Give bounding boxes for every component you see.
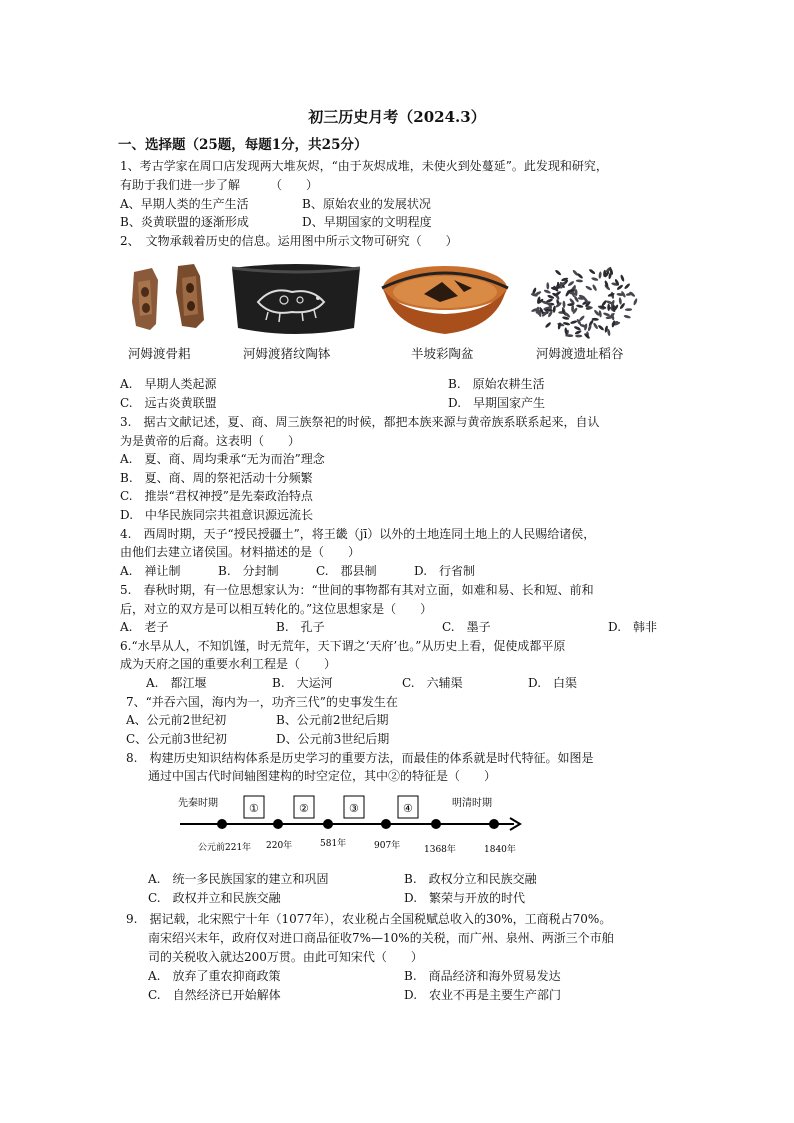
q2-option-a: A. 早期人类起源	[120, 377, 217, 391]
q4-stem-cont: 由他们去建立诸侯国。材料描述的是（ ）	[120, 545, 361, 559]
q9-option-a: A. 放弃了重农抑商政策	[148, 969, 281, 983]
q6-stem-cont: 成为天府之国的重要水利工程是（ ）	[120, 657, 337, 671]
timeline-tick-3: 581年	[320, 839, 347, 849]
q5-option-a: A. 老子	[120, 620, 169, 634]
q5-stem: 5. 春秋时期，有一位思想家认为：“世间的事物都有其对立面，如难和易、长和短、前和	[120, 583, 594, 597]
timeline-diagram	[170, 790, 530, 858]
q3-option-b: B. 夏、商、周的祭祀活动十分频繁	[120, 471, 313, 485]
svg-text:④: ④	[403, 802, 413, 815]
q2-stem: 2、 文物承载着历史的信息。运用图中所示文物可研究（ ）	[120, 234, 458, 248]
q3-stem-cont: 为是黄帝的后裔。这表明（ ）	[120, 434, 301, 448]
q8-option-b: B. 政权分立和民族交融	[404, 872, 537, 886]
rice-grains-image	[528, 262, 640, 340]
q4-option-c: C. 郡县制	[316, 564, 377, 578]
q8-stem-cont: 通过中国古代时间轴图建构的时空定位，其中②的特征是（ ）	[148, 769, 497, 783]
q9-stem-cont-2: 司的关税收入就达200万贯。由此可知宋代（ ）	[148, 950, 423, 964]
svg-text:②: ②	[299, 802, 309, 815]
timeline-tick-1: 公元前221年	[198, 843, 252, 853]
q6-option-b: B. 大运河	[272, 676, 333, 690]
q7-option-d: D、公元前3世纪后期	[276, 732, 390, 746]
q8-stem: 8. 构建历史知识结构体系是历史学习的重要方法，而最佳的体系就是时代特征。如图是	[126, 751, 594, 765]
q7-stem: 7、“并吞六国，海内为一，功齐三代”的史事发生在	[126, 695, 398, 709]
svg-text:③: ③	[349, 802, 359, 815]
q7-option-c: C、公元前3世纪初	[126, 732, 227, 746]
timeline-box-3	[344, 796, 364, 818]
q1-option-c: B、炎黄联盟的逐渐形成	[120, 215, 249, 229]
timeline-dot-4	[381, 819, 391, 829]
q1-option-a: A、早期人类的生产生活	[120, 197, 249, 211]
timeline-tick-4: 907年	[374, 841, 401, 851]
q3-stem: 3. 据古文献记述，夏、商、周三族祭祀的时候，都把本族来源与黄帝族系联系起来，自认	[120, 415, 600, 429]
page-title: 初三历史月考（2024.3）	[308, 108, 486, 126]
timeline-tick-6: 1840年	[484, 845, 516, 855]
q9-stem-cont-1: 南宋绍兴末年，政府仅对进口商品征收7%—10%的关税，而广州、泉州、两浙三个市舶	[148, 931, 614, 945]
q4-option-b: B. 分封制	[218, 564, 279, 578]
svg-text:①: ①	[249, 802, 259, 815]
q7-option-a: A、公元前2世纪初	[126, 713, 227, 727]
q4-option-a: A. 禅让制	[120, 564, 181, 578]
q6-option-d: D. 白渠	[528, 676, 578, 690]
banpo-painted-basin-image	[380, 262, 510, 338]
q8-option-c: C. 政权并立和民族交融	[148, 891, 281, 905]
q1-stem: 1、考古学家在周口店发现两大堆灰烬，“由于灰烬成堆，未使火到处蔓延”。此发现和研究，	[120, 159, 608, 173]
section-heading: 一、选择题（25题，每题1分，共25分）	[118, 137, 368, 153]
q5-option-c: C. 墨子	[442, 620, 491, 634]
q8-option-a: A. 统一多民族国家的建立和巩固	[148, 872, 329, 886]
timeline-box-4	[398, 796, 418, 818]
q3-option-a: A. 夏、商、周均秉承“无为而治”理念	[120, 452, 325, 466]
q6-stem: 6.“水旱从人，不知饥馑，时无荒年，天下谓之‘天府’也。”从历史上看，促使成都平原	[120, 639, 566, 653]
q9-option-d: D. 农业不再是主要生产部门	[404, 988, 562, 1002]
q7-option-b: B、公元前2世纪后期	[276, 713, 389, 727]
timeline-dot-6	[489, 819, 499, 829]
timeline-tick-2: 220年	[266, 841, 293, 851]
q9-option-b: B. 商品经济和海外贸易发达	[404, 969, 561, 983]
q2-option-b: B. 原始农耕生活	[448, 377, 545, 391]
q2-option-c: C. 远古炎黄联盟	[120, 396, 217, 410]
timeline-left-label: 先秦时期	[178, 798, 218, 809]
q5-option-b: B. 孔子	[276, 620, 325, 634]
timeline-dot-3	[323, 819, 333, 829]
caption-painted-basin: 半坡彩陶盆	[411, 346, 474, 361]
timeline-dot-1	[217, 819, 227, 829]
q3-option-d: D. 中华民族同宗共祖意识源远流长	[120, 508, 314, 522]
q1-stem-cont: 有助于我们进一步了解 （ ）	[120, 178, 319, 192]
caption-pig-pottery: 河姆渡猪纹陶钵	[243, 346, 331, 361]
timeline-tick-5: 1368年	[424, 845, 456, 855]
bone-spade-image	[124, 262, 220, 334]
timeline-dot-5	[431, 819, 441, 829]
timeline-box-2	[294, 796, 314, 818]
q4-option-d: D. 行省制	[414, 564, 476, 578]
q5-stem-cont: 后，对立的双方是可以相互转化的。”这位思想家是（ ）	[120, 602, 433, 616]
timeline-right-label: 明清时期	[452, 798, 492, 809]
q9-option-c: C. 自然经济已开始解体	[148, 988, 281, 1002]
q6-option-a: A. 都江堰	[146, 676, 207, 690]
caption-rice-grains: 河姆渡遗址稻谷	[536, 346, 624, 361]
q1-option-b: B、原始农业的发展状况	[302, 197, 431, 211]
q8-option-d: D. 繁荣与开放的时代	[404, 891, 526, 905]
pig-pattern-pottery-image	[228, 262, 364, 338]
q4-stem: 4. 西周时期，天子“授民授疆土”，将王畿（jī）以外的土地连同土地上的人民赐给诸侯，	[120, 527, 596, 541]
q6-option-c: C. 六辅渠	[402, 676, 463, 690]
q1-option-d: D、早期国家的文明程度	[302, 215, 432, 229]
timeline-box-1	[244, 796, 264, 818]
q2-option-d: D. 早期国家产生	[448, 396, 546, 410]
q9-stem: 9. 据记载，北宋熙宁十年（1077年），农业税占全国税赋总收入的30%，工商税占70%。	[126, 912, 612, 926]
q5-option-d: D. 韩非	[608, 620, 658, 634]
q3-option-c: C. 推崇“君权神授”是先秦政治特点	[120, 489, 313, 503]
caption-bone-spade: 河姆渡骨耜	[128, 346, 191, 361]
timeline-dot-2	[273, 819, 283, 829]
